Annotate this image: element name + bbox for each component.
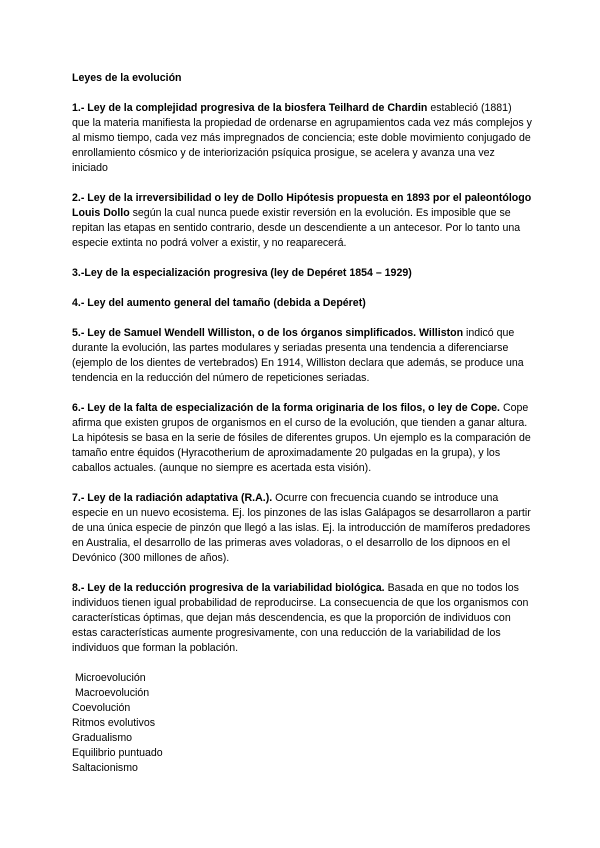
- law-heading: 7.- Ley de la radiación adaptativa (R.A.).: [72, 492, 273, 504]
- law-heading: 8.- Ley de la reducción progresiva de la variabilidad biológica.: [72, 582, 385, 594]
- law-text: estableció (1881) que la materia manifiesta la propiedad de ordenarse en agrupamientos cada vez más complejos y al mismo tiempo, cada vez más impregnados de conciencia; este doble movimiento conjugado de enrollamiento cósmico y de interiorización psíquica prosigue, se acelera y avanza una vez iniciado: [72, 102, 532, 174]
- law-heading: 5.- Ley de Samuel Wendell Williston, o de los órganos simplificados. Williston: [72, 327, 464, 339]
- list-item: Ritmos evolutivos: [72, 717, 156, 729]
- list-item: Equilibrio puntuado: [72, 747, 163, 759]
- list-item: Macroevolución: [72, 687, 150, 699]
- list-item: Saltacionismo: [72, 762, 138, 774]
- law-heading: 2.- Ley de la irreversibilidad o ley de Dollo Hipótesis propuesta en 1893 por el paleontólogo Louis Dollo: [72, 192, 532, 219]
- law-heading: 4.- Ley del aumento general del tamaño (debida a Depéret): [72, 297, 366, 309]
- law-heading: 3.-Ley de la especialización progresiva (ley de Depéret 1854 – 1929): [72, 267, 412, 279]
- law-paragraph-2: [72, 191, 532, 251]
- list-item: Microevolución: [72, 672, 146, 684]
- document-body: [72, 71, 532, 776]
- list-item: Coevolución: [72, 702, 131, 714]
- terms-list: [72, 671, 532, 776]
- law-heading: 1.- Ley de la complejidad progresiva de la biosfera Teilhard de Chardin: [72, 102, 428, 114]
- law-paragraph-5: [72, 326, 532, 386]
- law-paragraph-4: [72, 296, 532, 311]
- law-paragraph-1: [72, 101, 532, 176]
- law-text: indicó que durante la evolución, las partes modulares y seriadas presenta una tendencia a diferenciarse (ejemplo de los dientes de vertebrados) En 1914, Williston declara que además, se produce una tendencia en la reducción del número de repeticiones seriadas.: [72, 327, 524, 384]
- law-paragraph-3: [72, 266, 532, 281]
- law-paragraph-7: [72, 491, 532, 566]
- law-heading: 6.- Ley de la falta de especialización de la forma originaria de los filos, o ley de Cope.: [72, 402, 501, 414]
- law-text: Cope afirma que existen grupos de organismos en el curso de la evolución, que tienden a ganar altura. La hipótesis se basa en la serie de fósiles de diferentes grupos. Un ejemplo es la comparación de tamaño entre équidos (Hyracotherium de aproximadamente 20 pulgadas en la grupa), y los caballos actuales. (aunque no siempre es acertada esta visión).: [72, 402, 531, 474]
- document-title: Leyes de la evolución: [72, 72, 182, 84]
- list-item: Gradualismo: [72, 732, 133, 744]
- law-text: Ocurre con frecuencia cuando se introduce una especie en un nuevo ecosistema. Ej. los pinzones de las islas Galápagos se desarrollaron a partir de una única especie de pinzón que llegó a las islas. Ej. la introducción de mamíferos predadores en Australia, el desarrollo de las primeras aves voladoras, o el desarrollo de los dipnoos en el Devónico (300 millones de años).: [72, 492, 531, 564]
- law-text: según la cual nunca puede existir reversión en la evolución. Es imposible que se repitan las etapas en sentido contrario, desde un descendiente a un antecesor. Por lo tanto una especie extinta no podrá volver a existir, y no reaparecerá.: [72, 207, 521, 249]
- law-paragraph-8: [72, 581, 532, 656]
- law-paragraph-6: [72, 401, 532, 476]
- law-text: Basada en que no todos los individuos tienen igual probabilidad de reproducirse. La consecuencia de que los organismos con características óptimas, que dejan más descendencia, es que la proporción de individuos con estas características aumente progresivamente, con una reducción de la variabilidad de los individuos que forman la población.: [72, 582, 529, 654]
